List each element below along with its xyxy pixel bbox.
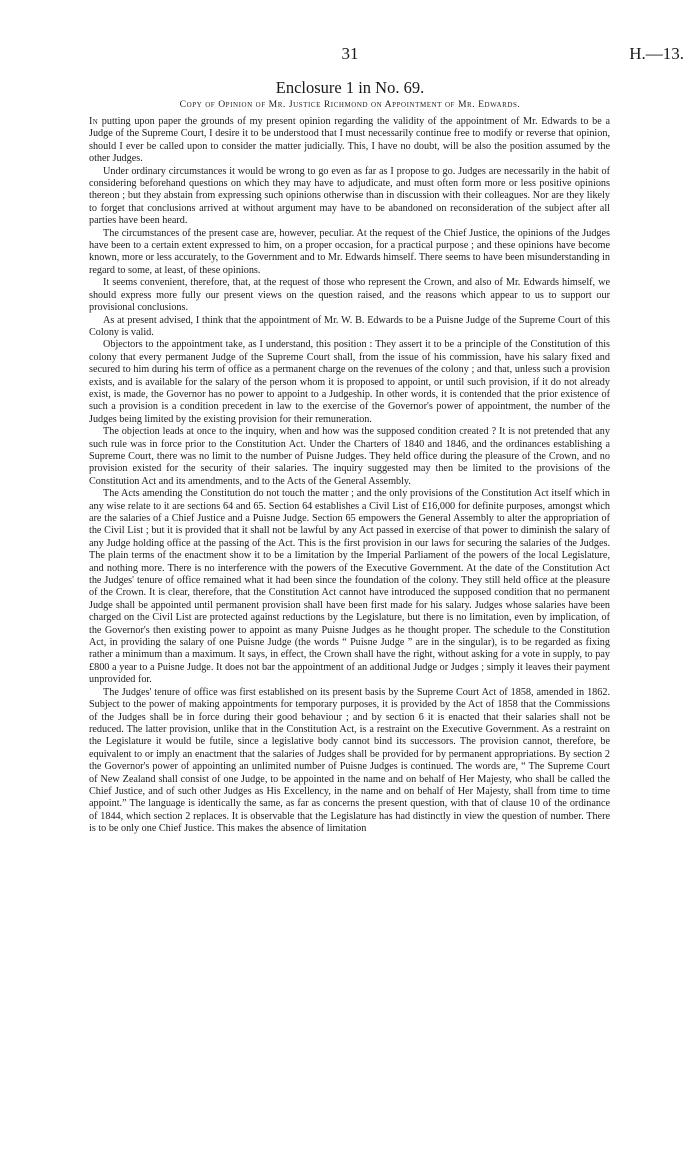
paragraph: As at present advised, I think that the appointment of Mr. W. B. Edwards to be a Puisne Judge of the Supreme Court of this Colony is valid. [89, 314, 610, 338]
document-body [89, 116, 610, 836]
enclosure-heading: Enclosure 1 in No. 69. [275, 78, 425, 97]
page-number: 31 [341, 44, 359, 63]
paragraph: The Acts amending the Constitution do not touch the matter ; and the only provisions of the Constitution Act itself which in any wise relate to it are sections 64 and 65. Section 64 establishes a Civil List of £16,000 for definite purposes, amongst which are the salaries of a Chief Justice and a Puisne Judge. Section 65 empowers the General Assembly to alter the appropriation of the Civil List ; but it is provided that it shall not be lawful by any Act passed in exercise of that power to diminish the salary of any Judge holding office at the passing of the Act. This is the first provision in our laws for securing the salaries of the Judges. The plain terms of the enactment show it to be a limitation by the Imperial Parliament of the powers of the local Legislature, and nothing more. There is no interference with the powers of the Executive Government. At the date of the Constitution Act the Judges' tenure of office remained what it had been since the foundation of the colony. They still held office at the pleasure of the Crown. It is clear, therefore, that the Constitution Act cannot have introduced the supposed condition that no permanent Judge shall be appointed until permanent provision shall have been first made for his salary. Judges whose salaries have been charged on the Civil List are protected against reductions by the Legislature, but there is no limitation, even by implication, of the Governor's then existing power to appoint as many Puisne Judges as he thought proper. The schedule to the Constitution Act, in providing the salary of one Puisne Judge (the words “ Puisne Judge ” are in the singular), is to be regarded as fixing rather a minimum than a maximum. It says, in effect, the Crown shall have the right, without asking for a vote in supply, to pay £800 a year to a Puisne Judge. It does not bar the appointment of an additional Judge or Judges ; simply it leaves their payment unprovided for. [89, 488, 610, 686]
paragraph: Objectors to the appointment take, as I understand, this position : They assert it to be a principle of the Constitution of this colony that every permanent Judge of the Supreme Court shall, from the issue of his commission, have his salary fixed and secured to him during his term of office as a permanent charge on the revenues of the colony ; and that, unless such a provision exists, and is available for the salary of the person whom it is proposed to appoint, or until such provision, if it do not already exist, is made, the Governor has no power to appoint to a Judgeship. In other words, it is contended that the prior existence of such a provision is a condition precedent in law to the exercise of the Governor's power of appointment, the number of the Judges being limited by the existing provision for their remuneration. [89, 339, 610, 425]
paragraph: The circumstances of the present case are, however, peculiar. At the request of the Chief Justice, the opinions of the Judges have been to a certain extent expressed to him, on a proper occasion, for a practical purpose ; and these opinions have become known, more or less accurately, to the Government and to Mr. Edwards himself. There seems to have been misunderstanding in regard to some, at least, of these opinions. [89, 227, 610, 276]
paragraph: It seems convenient, therefore, that, at the request of those who represent the Crown, and also of Mr. Edwards himself, we should express more fully our present views on the question raised, and the reasons which appear to us to support our provisional conclusions. [89, 277, 610, 314]
document-reference: H.—13. [629, 44, 684, 63]
paragraph: The Judges' tenure of office was first established on its present basis by the Supreme Court Act of 1858, amended in 1862. Subject to the power of making appointments for temporary purposes, it is provided by the Act of 1858 that the Commissions of the Judges shall be in force during their good behaviour ; and by section 6 it is enacted that their salaries shall not be reduced. The latter provision, unlike that in the Constitution Act, is a restraint on the Executive Government. As a restraint on the Legislature it would be futile, since a legislative body cannot bind its successors. The provision cannot, therefore, be equivalent to or imply an enactment that the salaries of Judges shall be provided for by permanent appropriations. By section 2 the Governor's power of appointing an unlimited number of Puisne Judges is continued. The words are, “ The Supreme Court of New Zealand shall consist of one Judge, to be appointed in the name and on behalf of Her Majesty, who shall be called the Chief Justice, and of such other Judges as His Excellency, in the name and on behalf of Her Majesty, shall from time to time appoint.” The language is identically the same, as far as concerns the present question, with that of clause 10 of the ordinance of 1844, which section 2 replaces. It is observable that the Legislature has had distinctly in view the question of number. There is to be only one Chief Justice. This makes the absence of limitation [89, 686, 610, 835]
paragraph: The objection leads at once to the inquiry, when and how was the supposed condition created ? It is not pretended that any such rule was in force prior to the Constitution Act. Under the Charters of 1840 and 1846, and the ordinances establishing a Supreme Court, there was no limit to the number of Puisne Judges. They held office during the pleasure of the Crown, and no provision existed for the security of their salaries. The inquiry suggested may then be limited to the provisions of the Constitution Act and its amendments, and to the Acts of the General Assembly. [89, 426, 610, 487]
paragraph-text: putting upon paper the grounds of my present opinion regarding the validity of the appointment of Mr. Edwards to be a Judge of the Supreme Court, I desire it to be understood that I must necessarily continue free to modify or reverse that opinion, should I ever be called upon to consider the matter judicially. This, I have no doubt, will be also the position assumed by the other Judges. [89, 116, 610, 165]
paragraph: Under ordinary circumstances it would be wrong to go even as far as I propose to go. Judges are necessarily in the habit of considering beforehand questions on which they may have to adjudicate, and must often form more or less positive opinions thereon ; but they abstain from expressing such opinions otherwise than in discussion with their colleagues. Nor are they likely to forget that conclusions arrived at without argument may have to be abandoned on reconsideration of the subject after all parties have been heard. [89, 165, 610, 227]
lead-word: In [89, 116, 99, 127]
paragraph [89, 116, 610, 166]
opinion-subheading: Copy of Opinion of Mr. Justice Richmond on Appointment of Mr. Edwards. [179, 99, 521, 110]
